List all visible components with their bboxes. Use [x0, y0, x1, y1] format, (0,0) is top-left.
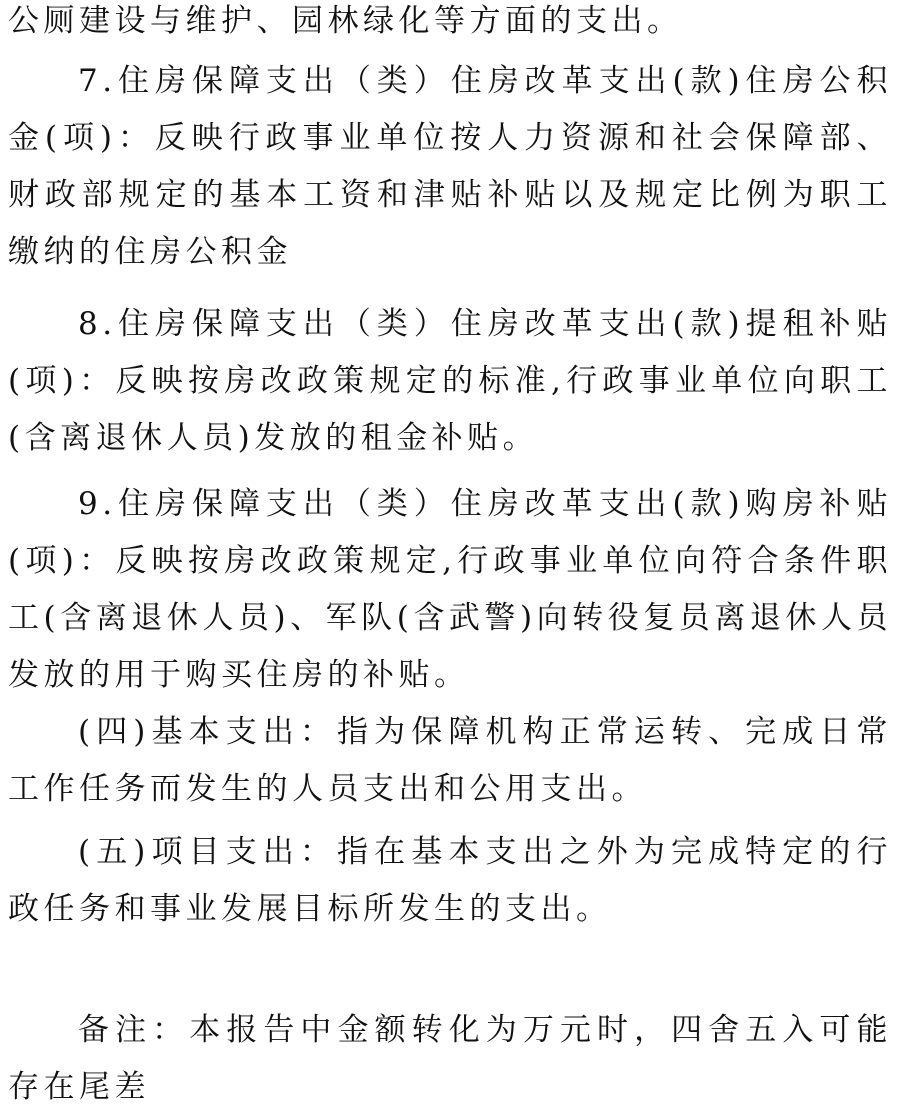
- paragraph-remark: 备注：本报告中金额转化为万元时，四舍五入可能存在尾差: [8, 1012, 892, 1105]
- paragraph-rent-subsidy: 8.住房保障支出（类）住房改革支出(款)提租补贴(项)：反映按房改政策规定的标准,行政事业单位向职工(含离退休人员)发放的租金补贴。: [8, 306, 892, 456]
- paragraph-housing-provident-fund: 7.住房保障支出（类）住房改革支出(款)住房公积金(项)：反映行政事业单位按人力资源和社会保障部、财政部规定的基本工资和津贴补贴以及规定比例为职工缴纳的住房公积金: [8, 63, 892, 270]
- paragraph-housing-purchase-subsidy: 9.住房保障支出（类）住房改革支出(款)购房补贴(项)：反映按房改政策规定,行政事业单位向符合条件职工(含离退休人员)、军队(含武警)向转役复员离退休人员发放的用于购买住房的补贴。: [8, 486, 892, 693]
- paragraph-project-expenditure: (五)项目支出：指在基本支出之外为完成特定的行政任务和事业发展目标所发生的支出。: [8, 834, 892, 927]
- paragraph-basic-expenditure: (四)基本支出：指为保障机构正常运转、完成日常工作任务而发生的人员支出和公用支出。: [8, 714, 892, 807]
- paragraph-continuation: 公厕建设与维护、园林绿化等方面的支出。: [8, 3, 683, 39]
